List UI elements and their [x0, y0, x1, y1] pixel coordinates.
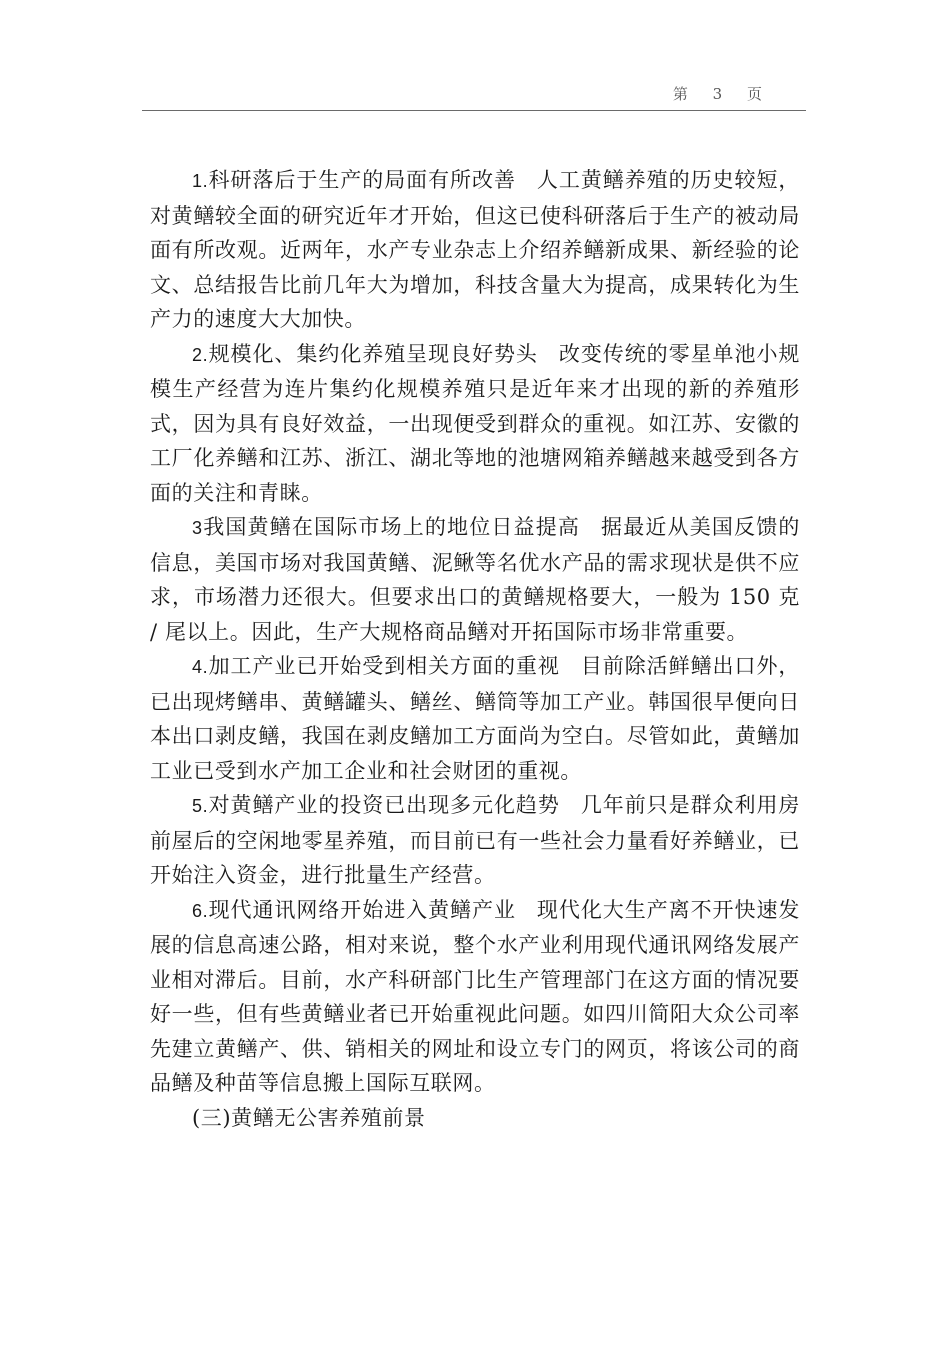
paragraph-3 — [150, 510, 800, 649]
paragraph-number: 3 — [192, 518, 203, 538]
paragraph-number: 6. — [192, 900, 209, 921]
paragraph-heading: 对黄鳝产业的投资已出现多元化趋势 — [208, 793, 560, 817]
page-number: 第 3 页 — [672, 85, 772, 103]
paragraph-2 — [150, 337, 800, 511]
paragraph-heading: 科研落后于生产的局面有所改善 — [208, 168, 516, 192]
paragraph-text: 据最近从美国反馈的信息，美国市场对我国黄鳝、泥鳅等名优水产品的需求现状是供不应求，市场潜力还很大。但要求出口的黄鳝规格要大，一般为 150 克 / 尾以上。因此，生产大规格商品鳝对开拓国际市场非常重要。 — [150, 515, 800, 644]
paragraph-text: 现代化大生产离不开快速发展的信息高速公路，相对来说，整个水产业利用现代通讯网络发展产业相对滞后。目前，水产科研部门比生产管理部门在这方面的情况要好一些，但有些黄鳝业者已开始重视此问题。如四川简阳大众公司率先建立黄鳝产、供、销相关的网址和设立专门的网页，将该公司的商品鳝及种苗等信息搬上国际互联网。 — [150, 897, 801, 1095]
paragraph-text: 目前除活鲜鳝出口外，已出现烤鳝串、黄鳝罐头、鳝丝、鳝筒等加工产业。韩国很早便向日本出口剥皮鳝，我国在剥皮鳝加工方面尚为空白。尽管如此，黄鳝加工业已受到水产加工企业和社会财团的重视。 — [150, 654, 801, 783]
paragraph-text: 改变传统的零星单池小规模生产经营为连片集约化规模养殖只是近年来才出现的新的养殖形式，因为具有良好效益，一出现便受到群众的重视。如江苏、安徽的工厂化养鳝和江苏、浙江、湖北等地的池塘网箱养鳝越来越受到各方面的关注和青睐。 — [150, 341, 801, 505]
document-body — [150, 163, 800, 1135]
paragraph-number: 1. — [192, 171, 209, 191]
section-heading: (三)黄鳝无公害养殖前景 — [192, 1105, 426, 1130]
paragraph-6 — [150, 893, 800, 1101]
paragraph-5 — [150, 788, 800, 893]
paragraph-heading: 加工产业已开始受到相关方面的重视 — [208, 654, 560, 678]
paragraph-1 — [150, 163, 800, 337]
page-header — [142, 82, 806, 111]
paragraph-4 — [150, 649, 800, 788]
paragraph-text: 人工黄鳝养殖的历史较短，对黄鳝较全面的研究近年才开始，但这已使科研落后于生产的被动局面有所改观。近两年，水产专业杂志上介绍养鳝新成果、新经验的论文、总结报告比前几年大为增加，科技含量大为提高，成果转化为生产力的速度大大加快。 — [150, 168, 801, 331]
paragraph-heading: 现代通讯网络开始进入黄鳝产业 — [208, 897, 516, 922]
paragraph-number: 4. — [192, 657, 209, 677]
paragraph-number: 2. — [192, 344, 209, 365]
paragraph-heading: 我国黄鳝在国际市场上的地位日益提高 — [202, 515, 581, 539]
paragraph-heading: 规模化、集约化养殖呈现良好势头 — [208, 341, 538, 366]
paragraph-text: 几年前只是群众利用房前屋后的空闲地零星养殖，而目前已有一些社会力量看好养鳝业，已开始注入资金，进行批量生产经营。 — [150, 793, 801, 887]
paragraph-number: 5. — [192, 796, 209, 816]
